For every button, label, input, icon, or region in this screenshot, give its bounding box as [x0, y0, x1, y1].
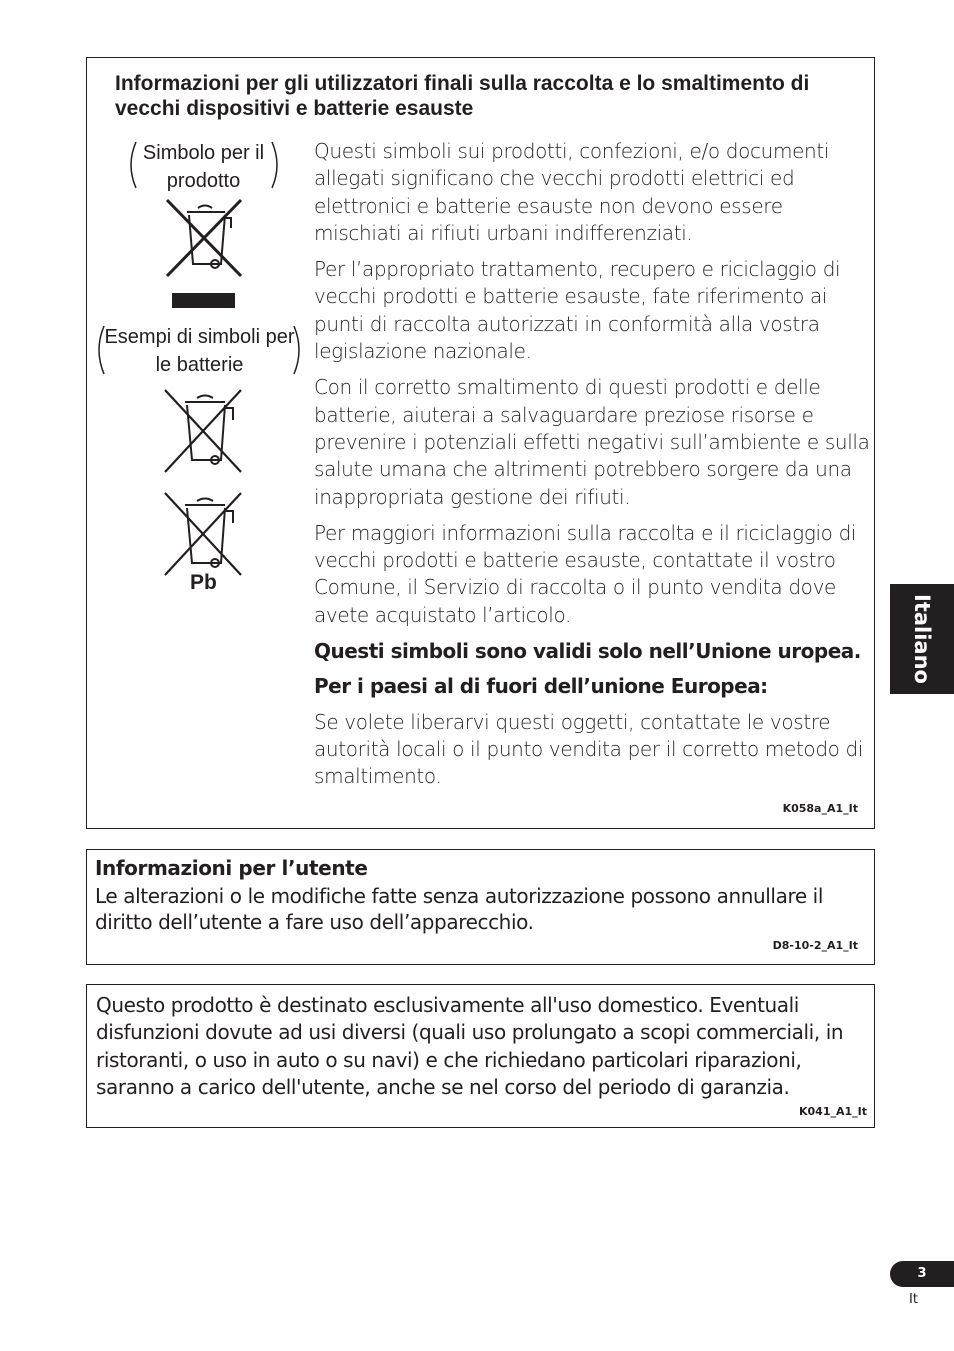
battery-symbols-label: Esempi di simboli per le batterie	[104, 326, 295, 376]
domestic-use-body: Questo prodotto è destinato esclusivamente all'uso domestico. Eventuali disfunzioni dovute ad usi diversi (quali uso prolungato a scopi commerciali, in ristoranti, o uso in auto o su navi) e che richiedano particolari riparazioni, saranno a carico dell'utente, anche se nel corso del periodo di garanzia.	[96, 993, 844, 1099]
weee-paragraph: Per l’appropriato trattamento, recupero e riciclaggio di vecchi prodotti e batterie esauste, fate riferimento ai punti di raccolta autorizzati in conformità alla vostra legislazione nazionale.	[314, 257, 841, 364]
user-info-box	[86, 849, 875, 965]
non-eu-heading: Per i paesi al di fuori dell’unione Europea:	[314, 674, 768, 699]
product-symbol-label: Simbolo per il prodotto	[142, 142, 265, 192]
reference-code: K041_A1_It	[798, 1105, 867, 1118]
page-number: 3	[890, 1261, 954, 1287]
bin-underline-bar	[172, 293, 235, 308]
language-side-tab	[890, 584, 954, 694]
pb-chemical-label: Pb	[190, 571, 217, 594]
crossed-out-wheelie-bin-icon	[163, 491, 243, 577]
right-paren	[269, 140, 283, 190]
page-language-code: It	[909, 1292, 918, 1307]
weee-paragraph: Con il corretto smaltimento di questi prodotti e delle batterie, aiuterai a salvaguardare preziose risorse e prevenire i potenziali effetti negativi sull’ambiente e sulla salute umana che altrimenti potrebbero sorgere da una inappropriata gestione dei rifiuti.	[314, 375, 870, 509]
weee-paragraph: Per maggiori informazioni sulla raccolta e il riciclaggio di vecchi prodotti e batterie esauste, contattate il vostro Comune, il Servizio di raccolta o il punto vendita dove avete acquistato l’articolo.	[314, 520, 857, 627]
weee-title: Informazioni per gli utilizzatori finali sulla raccolta e lo smaltimento di vecchi dispositivi e batterie esauste	[115, 72, 810, 120]
weee-paragraph: Questi simboli sui prodotti, confezioni, e/o documenti allegati significano che vecchi prodotti elettrici ed elettronici e batterie esauste non devono essere mischiati ai rifiuti urbani indifferenziati.	[314, 139, 830, 245]
weee-notice-box	[86, 57, 875, 829]
reference-code: K058a_A1_It	[782, 802, 858, 815]
weee-text-column	[314, 138, 870, 800]
crossed-out-wheelie-bin-icon	[163, 388, 243, 474]
right-paren	[291, 324, 305, 376]
user-info-title: Informazioni per l’utente	[95, 856, 368, 880]
crossed-out-wheelie-bin-icon	[165, 198, 243, 278]
eu-validity-statement: Questi simboli sono validi solo nell’Unione uropea.	[314, 639, 861, 664]
user-info-body: Le alterazioni o le modifiche fatte senza autorizzazione possono annullare il diritto dell’utente a fare uso dell’apparecchio.	[95, 884, 823, 934]
reference-code: D8-10-2_A1_It	[772, 939, 858, 952]
domestic-use-box	[86, 984, 875, 1128]
non-eu-paragraph: Se volete liberarvi questi oggetti, contattate le vostre autorità locali o il punto vendita per il corretto metodo di smaltimento.	[314, 709, 864, 789]
language-side-tab-label: Italiano	[910, 594, 934, 684]
